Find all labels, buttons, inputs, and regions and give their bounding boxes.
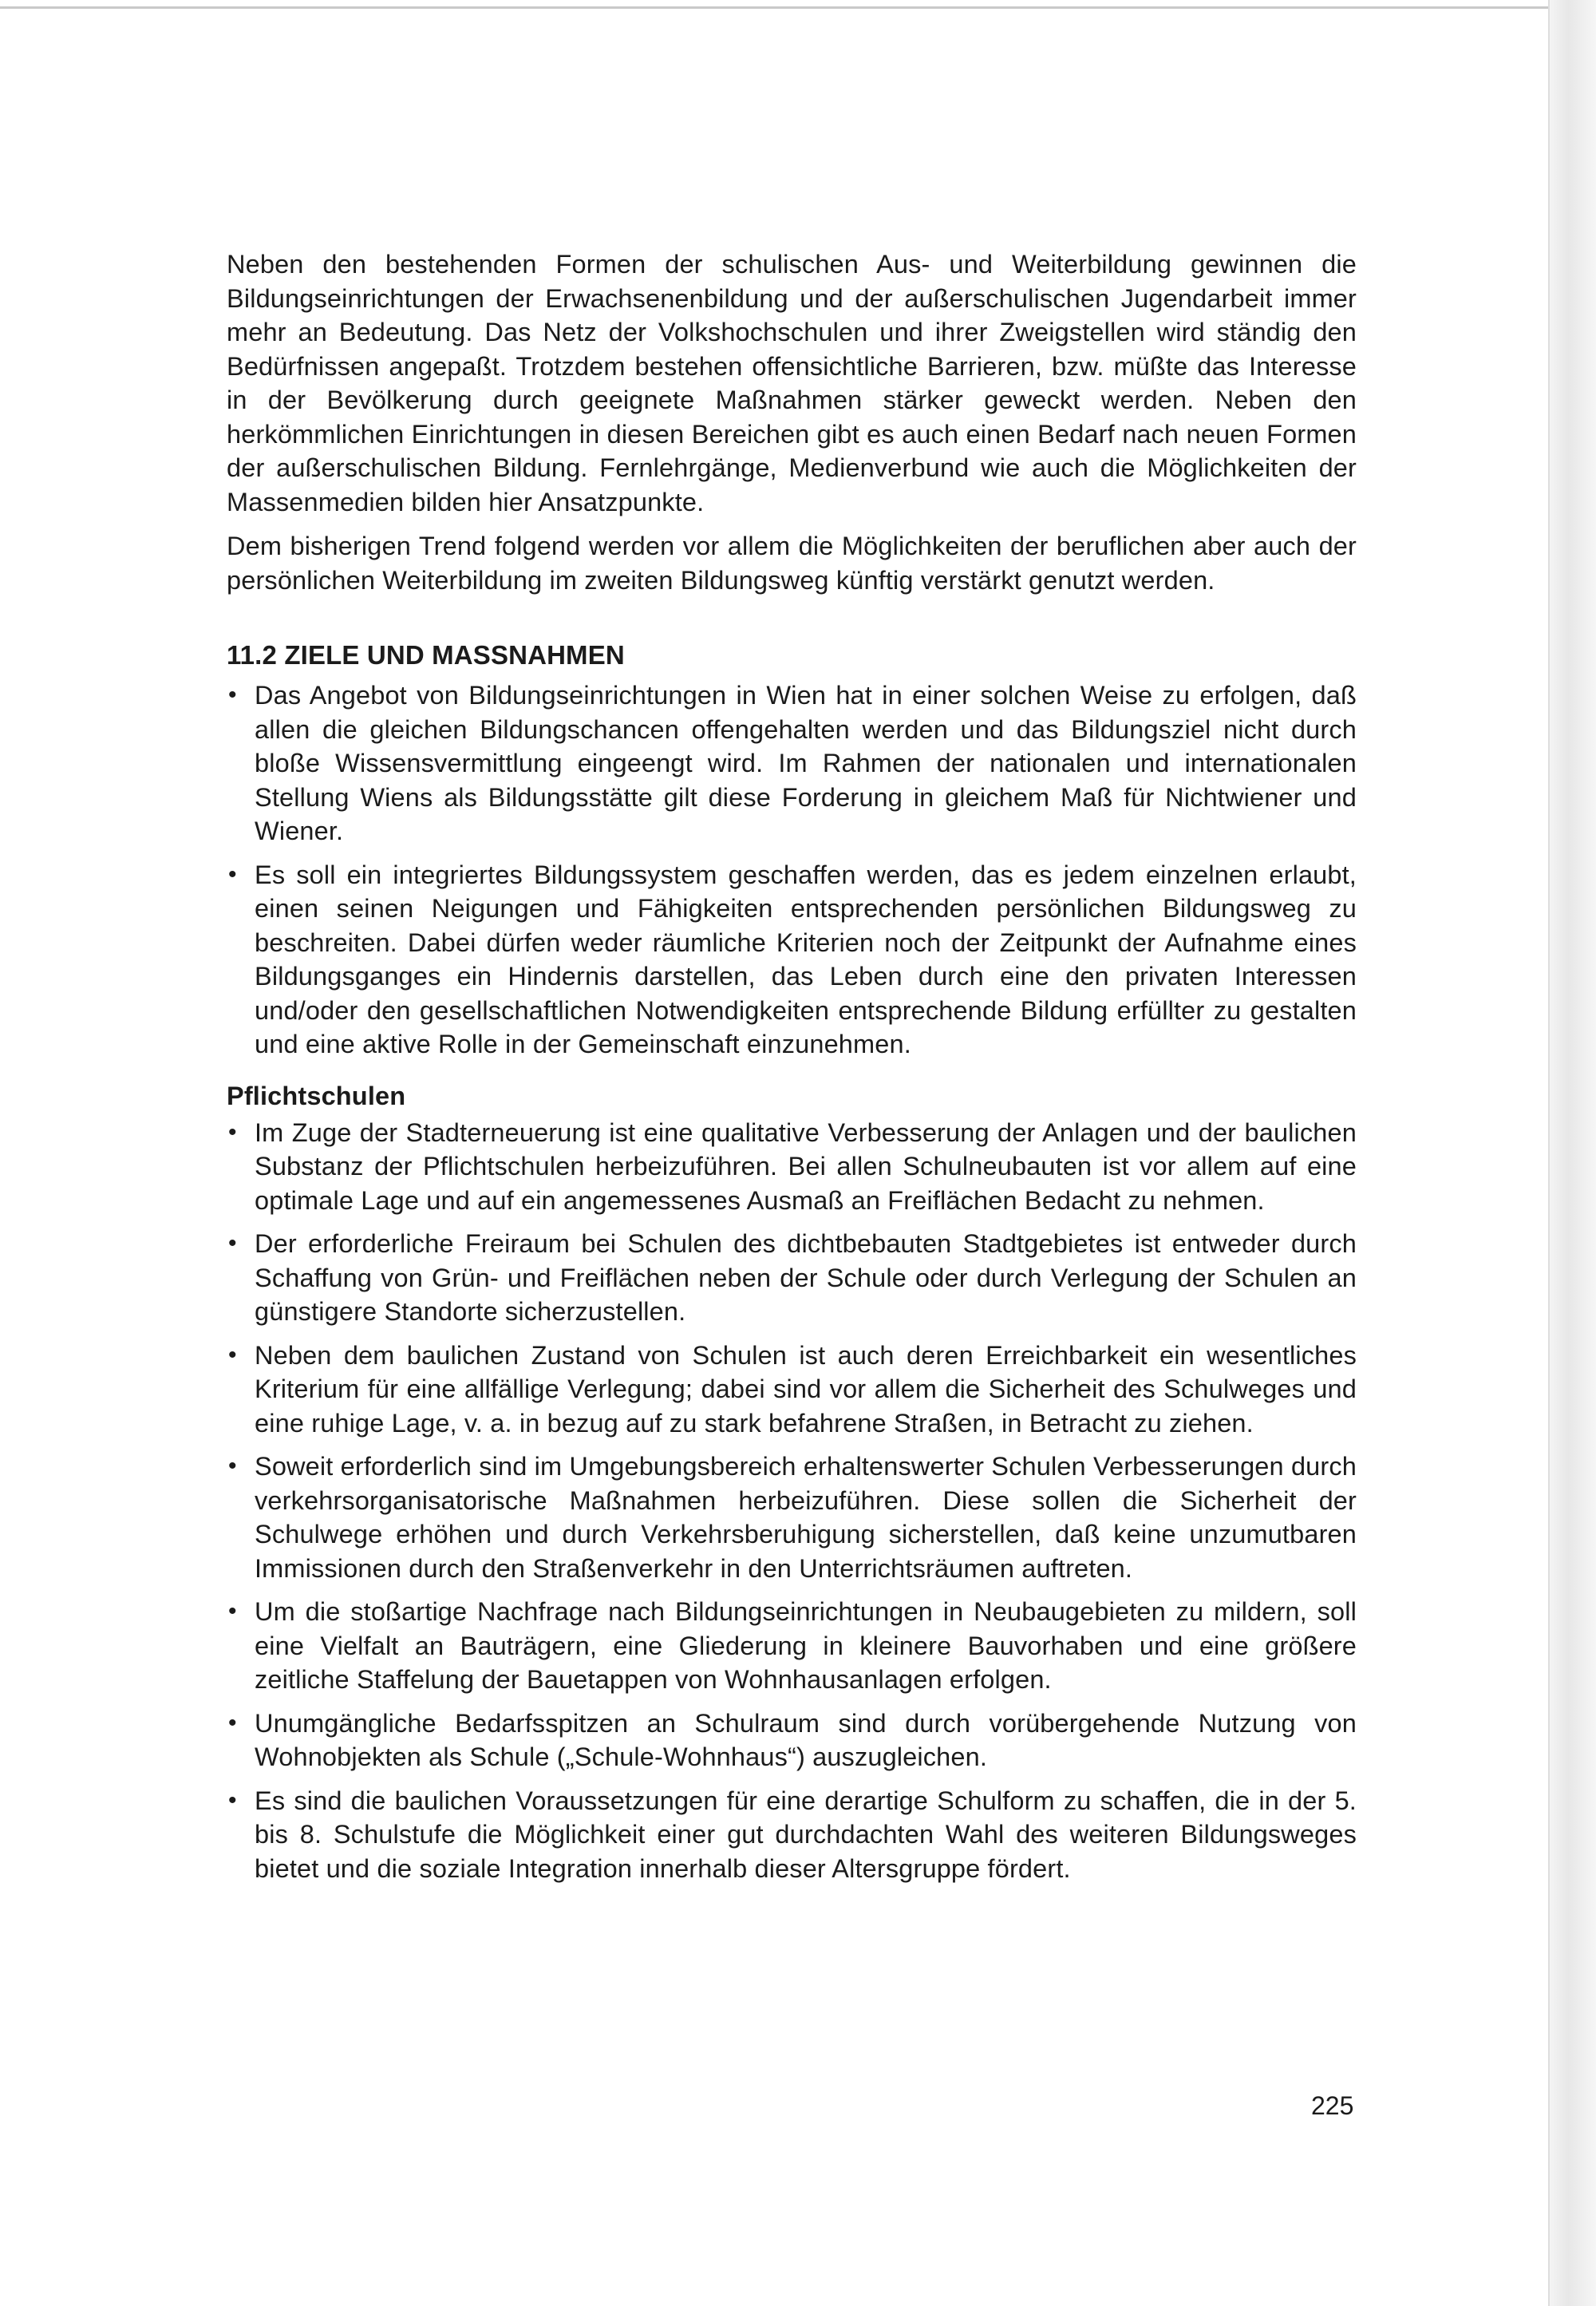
scan-right-edge [1548, 0, 1596, 2306]
bullet-icon: • [228, 682, 237, 708]
bullet-icon: • [228, 1118, 237, 1145]
list-item-text: Um die stoßartige Nachfrage nach Bildungseinrichtungen in Neubaugebieten zu mildern, soll eine Vielfalt an Bauträgern, eine Gliederung in kleinere Bauvorhaben und eine größere zeitliche Staffelung der Bauetappen von Wohnhausanlagen erfolgen. [255, 1597, 1357, 1694]
page-body [227, 247, 1357, 1885]
intro-paragraph-2: Dem bisherigen Trend folgend werden vor allem die Möglichkeiten der beruflichen aber auch der persönlichen Weiterbildung im zweiten Bildungsweg künftig verstärkt genutzt werden. [227, 532, 1357, 595]
list-item [227, 1784, 1357, 1886]
subsection-title: Pflichtschulen [227, 1081, 406, 1110]
bullet-icon: • [228, 1709, 237, 1736]
page-number: 225 [1311, 2091, 1354, 2120]
list-item-text: Unumgängliche Bedarfsspitzen an Schulraum sind durch vorübergehende Nutzung von Wohnobjekten als Schule („Schule-Wohnhaus“) auszugleichen. [255, 1708, 1357, 1771]
list-item [227, 1595, 1357, 1697]
section-title: 11.2 ZIELE UND MASSNAHMEN [227, 640, 625, 670]
list-item [227, 858, 1357, 1062]
list-item-text: Es sind die baulichen Voraussetzungen für eine derartige Schulform zu schaffen, die in der 5. bis 8. Schulstufe die Möglichkeit einer gut durchdachten Wahl des weiteren Bildungsweges bietet und die soziale Integration innerhalb dieser Altersgruppe fördert. [255, 1786, 1357, 1883]
list-item [227, 1227, 1357, 1329]
list-item-text: Im Zuge der Stadterneuerung ist eine qualitative Verbesserung der Anlagen und der baulichen Substanz der Pflichtschulen herbeizuführen. Bei allen Schulneubauten ist vor allem auf eine optimale Lage und auf ein angemessenes Ausmaß an Freiflächen Bedacht zu nehmen. [255, 1117, 1357, 1215]
section-bullet-list [227, 678, 1357, 1062]
bullet-icon: • [228, 1786, 237, 1814]
list-item [227, 1116, 1357, 1218]
list-item [227, 1339, 1357, 1441]
list-item [227, 1707, 1357, 1774]
list-item-text: Es soll ein integriertes Bildungssystem geschaffen werden, das es jedem einzelnen erlaubt, einen seinen Neigungen und Fähigkeiten entsprechenden persönlichen Bildungsweg zu beschreiten. Dabei dürfen weder räumliche Kriterien noch der Zeitpunkt der Aufnahme eines Bildungsganges ein Hindernis darstellen, das Leben durch eine den privaten Interessen und/oder den gesellschaftlichen Notwendigkeiten entsprechende Bildung erfüllter zu gestalten und eine aktive Rolle in der Gemeinschaft einzunehmen. [255, 860, 1357, 1058]
bullet-icon: • [228, 1453, 237, 1479]
bullet-icon: • [228, 1598, 237, 1624]
list-item [227, 1450, 1357, 1585]
intro-paragraph-1: Neben den bestehenden Formen der schulischen Aus- und Weiterbildung gewinnen die Bildungseinrichtungen der Erwachsenenbildung und der außerschulischen Jugendarbeit immer mehr an Bedeutung. Das Netz der Volkshochschulen und ihrer Zweigstellen wird ständig den Bedürfnissen angepaßt. Trotzdem bestehen offensichtliche Barrieren, bzw. müßte das Interesse in der Bevölkerung durch geeignete Maßnahmen stärker geweckt werden. Neben den herkömmlichen Einrichtungen in diesen Bereichen gibt es auch einen Bedarf nach neuen Formen der außerschulischen Bildung. Fernlehrgänge, Medienverbund wie auch die Möglichkeiten der Massenmedien bilden hier Ansatzpunkte. [227, 250, 1357, 516]
subsection-bullet-list [227, 1116, 1357, 1886]
list-item-text: Das Angebot von Bildungseinrichtungen in Wien hat in einer solchen Weise zu erfolgen, daß allen die gleichen Bildungschancen offengehalten werden und das Bildungsziel nicht durch bloße Wissensvermittlung eingeengt wird. Im Rahmen der nationalen und internationalen Stellung Wiens als Bildungsstätte gilt diese Forderung in gleichem Maß für Nichtwiener und Wiener. [255, 681, 1357, 845]
list-item [227, 678, 1357, 848]
list-item-text: Der erforderliche Freiraum bei Schulen des dichtbebauten Stadtgebietes ist entweder durch Schaffung von Grün- und Freiflächen neben der Schule oder durch Verlegung der Schulen an günstigere Standorte sicherzustellen. [255, 1229, 1357, 1326]
bullet-icon: • [228, 1341, 237, 1368]
scan-top-edge [0, 6, 1596, 9]
list-item-text: Neben dem baulichen Zustand von Schulen ist auch deren Erreichbarkeit ein wesentliches Kriterium für eine allfällige Verlegung; dabei sind vor allem die Sicherheit des Schulweges und eine ruhige Lage, v. a. in bezug auf zu stark befahrene Straßen, in Betracht zu ziehen. [255, 1340, 1357, 1438]
bullet-icon: • [228, 860, 237, 888]
bullet-icon: • [228, 1230, 237, 1256]
list-item-text: Soweit erforderlich sind im Umgebungsbereich erhaltenswerter Schulen Verbesserungen durch verkehrsorganisatorische Maßnahmen herbeizuführen. Diese sollen die Sicherheit der Schulwege erhöhen und durch Verkehrsberuhigung sicherstellen, daß keine unzumutbaren Immissionen durch den Straßenverkehr in den Unterrichtsräumen auftreten. [255, 1452, 1357, 1583]
